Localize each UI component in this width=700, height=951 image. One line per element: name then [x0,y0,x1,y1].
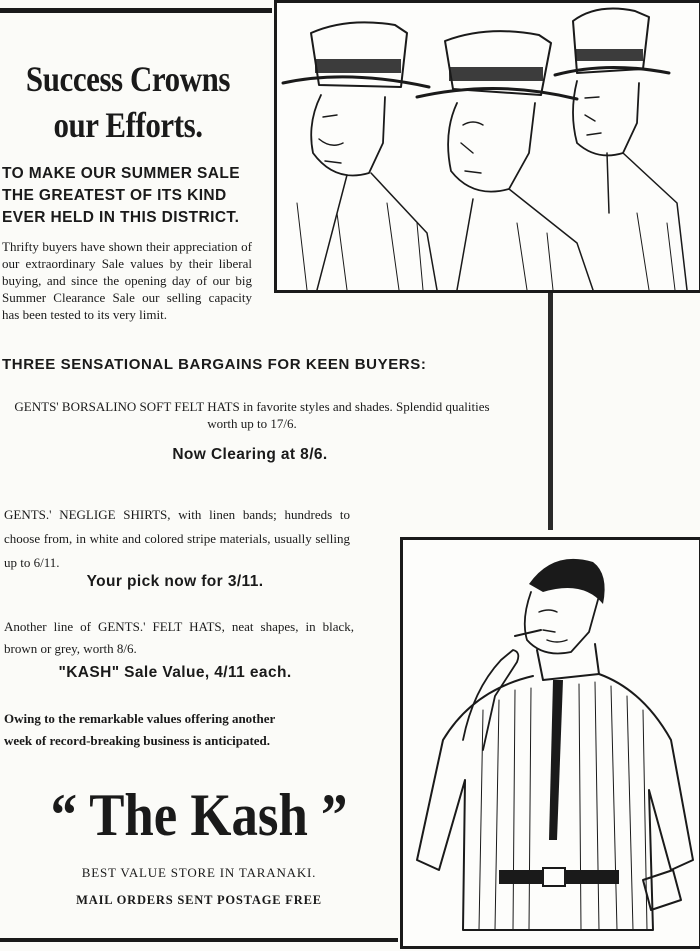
subheadline-line-2: THE GREATEST OF ITS KIND [2,187,227,204]
three-men-in-hats-illustration [277,3,699,290]
man-in-striped-shirt-illustration [403,540,699,946]
headline-line-2: our Efforts. [53,105,203,145]
subheadline-line-3: EVER HELD IN THIS DISTRICT. [2,209,240,226]
column-divider [548,292,553,530]
shirt-illustration-frame [400,537,700,949]
subheadline-line-1: TO MAKE OUR SUMMER SALE [2,165,240,182]
bargain-2-price: Your pick now for 3/11. [86,573,264,590]
bargain-3-price: "KASH" Sale Value, 4/11 each. [58,664,292,681]
bottom-rule [0,938,398,942]
bargain-1-text: GENTS' BORSALINO SOFT FELT HATS in favorite styles and shades. Splendid qualities worth up to 17/6. [14,399,490,431]
bargains-title: THREE SENSATIONAL BARGAINS FOR KEEN BUYERS: [2,356,427,373]
top-rule [0,8,272,13]
store-tagline: BEST VALUE STORE IN TARANAKI. [81,865,317,880]
bargain-3-text: Another line of GENTS.' FELT HATS, neat shapes, in black, brown or grey, worth 8/6. [4,619,354,656]
headline-line-1: Success Crowns [25,59,231,99]
mail-orders-note: MAIL ORDERS SENT POSTAGE FREE [76,893,322,907]
bargain-1-price: Now Clearing at 8/6. [172,446,328,463]
bargain-2-text: GENTS.' NEGLIGE SHIRTS, with linen bands; hundreds to choose from, in white and colored stripe materials, usually selling up to 6/11. [4,507,350,570]
closing-paragraph: Owing to the remarkable values offering another week of record-breaking business is anticipated. [4,711,276,748]
brand-name: “ The Kash ” [50,782,348,848]
intro-paragraph: Thrifty buyers have shown their appreciation of our extraordinary Sale values by their liberal buying, and since the opening day of our big Summer Clearance Sale our selling capacity has been tested to its very limit. [2,239,252,322]
hats-illustration-frame [274,0,700,293]
